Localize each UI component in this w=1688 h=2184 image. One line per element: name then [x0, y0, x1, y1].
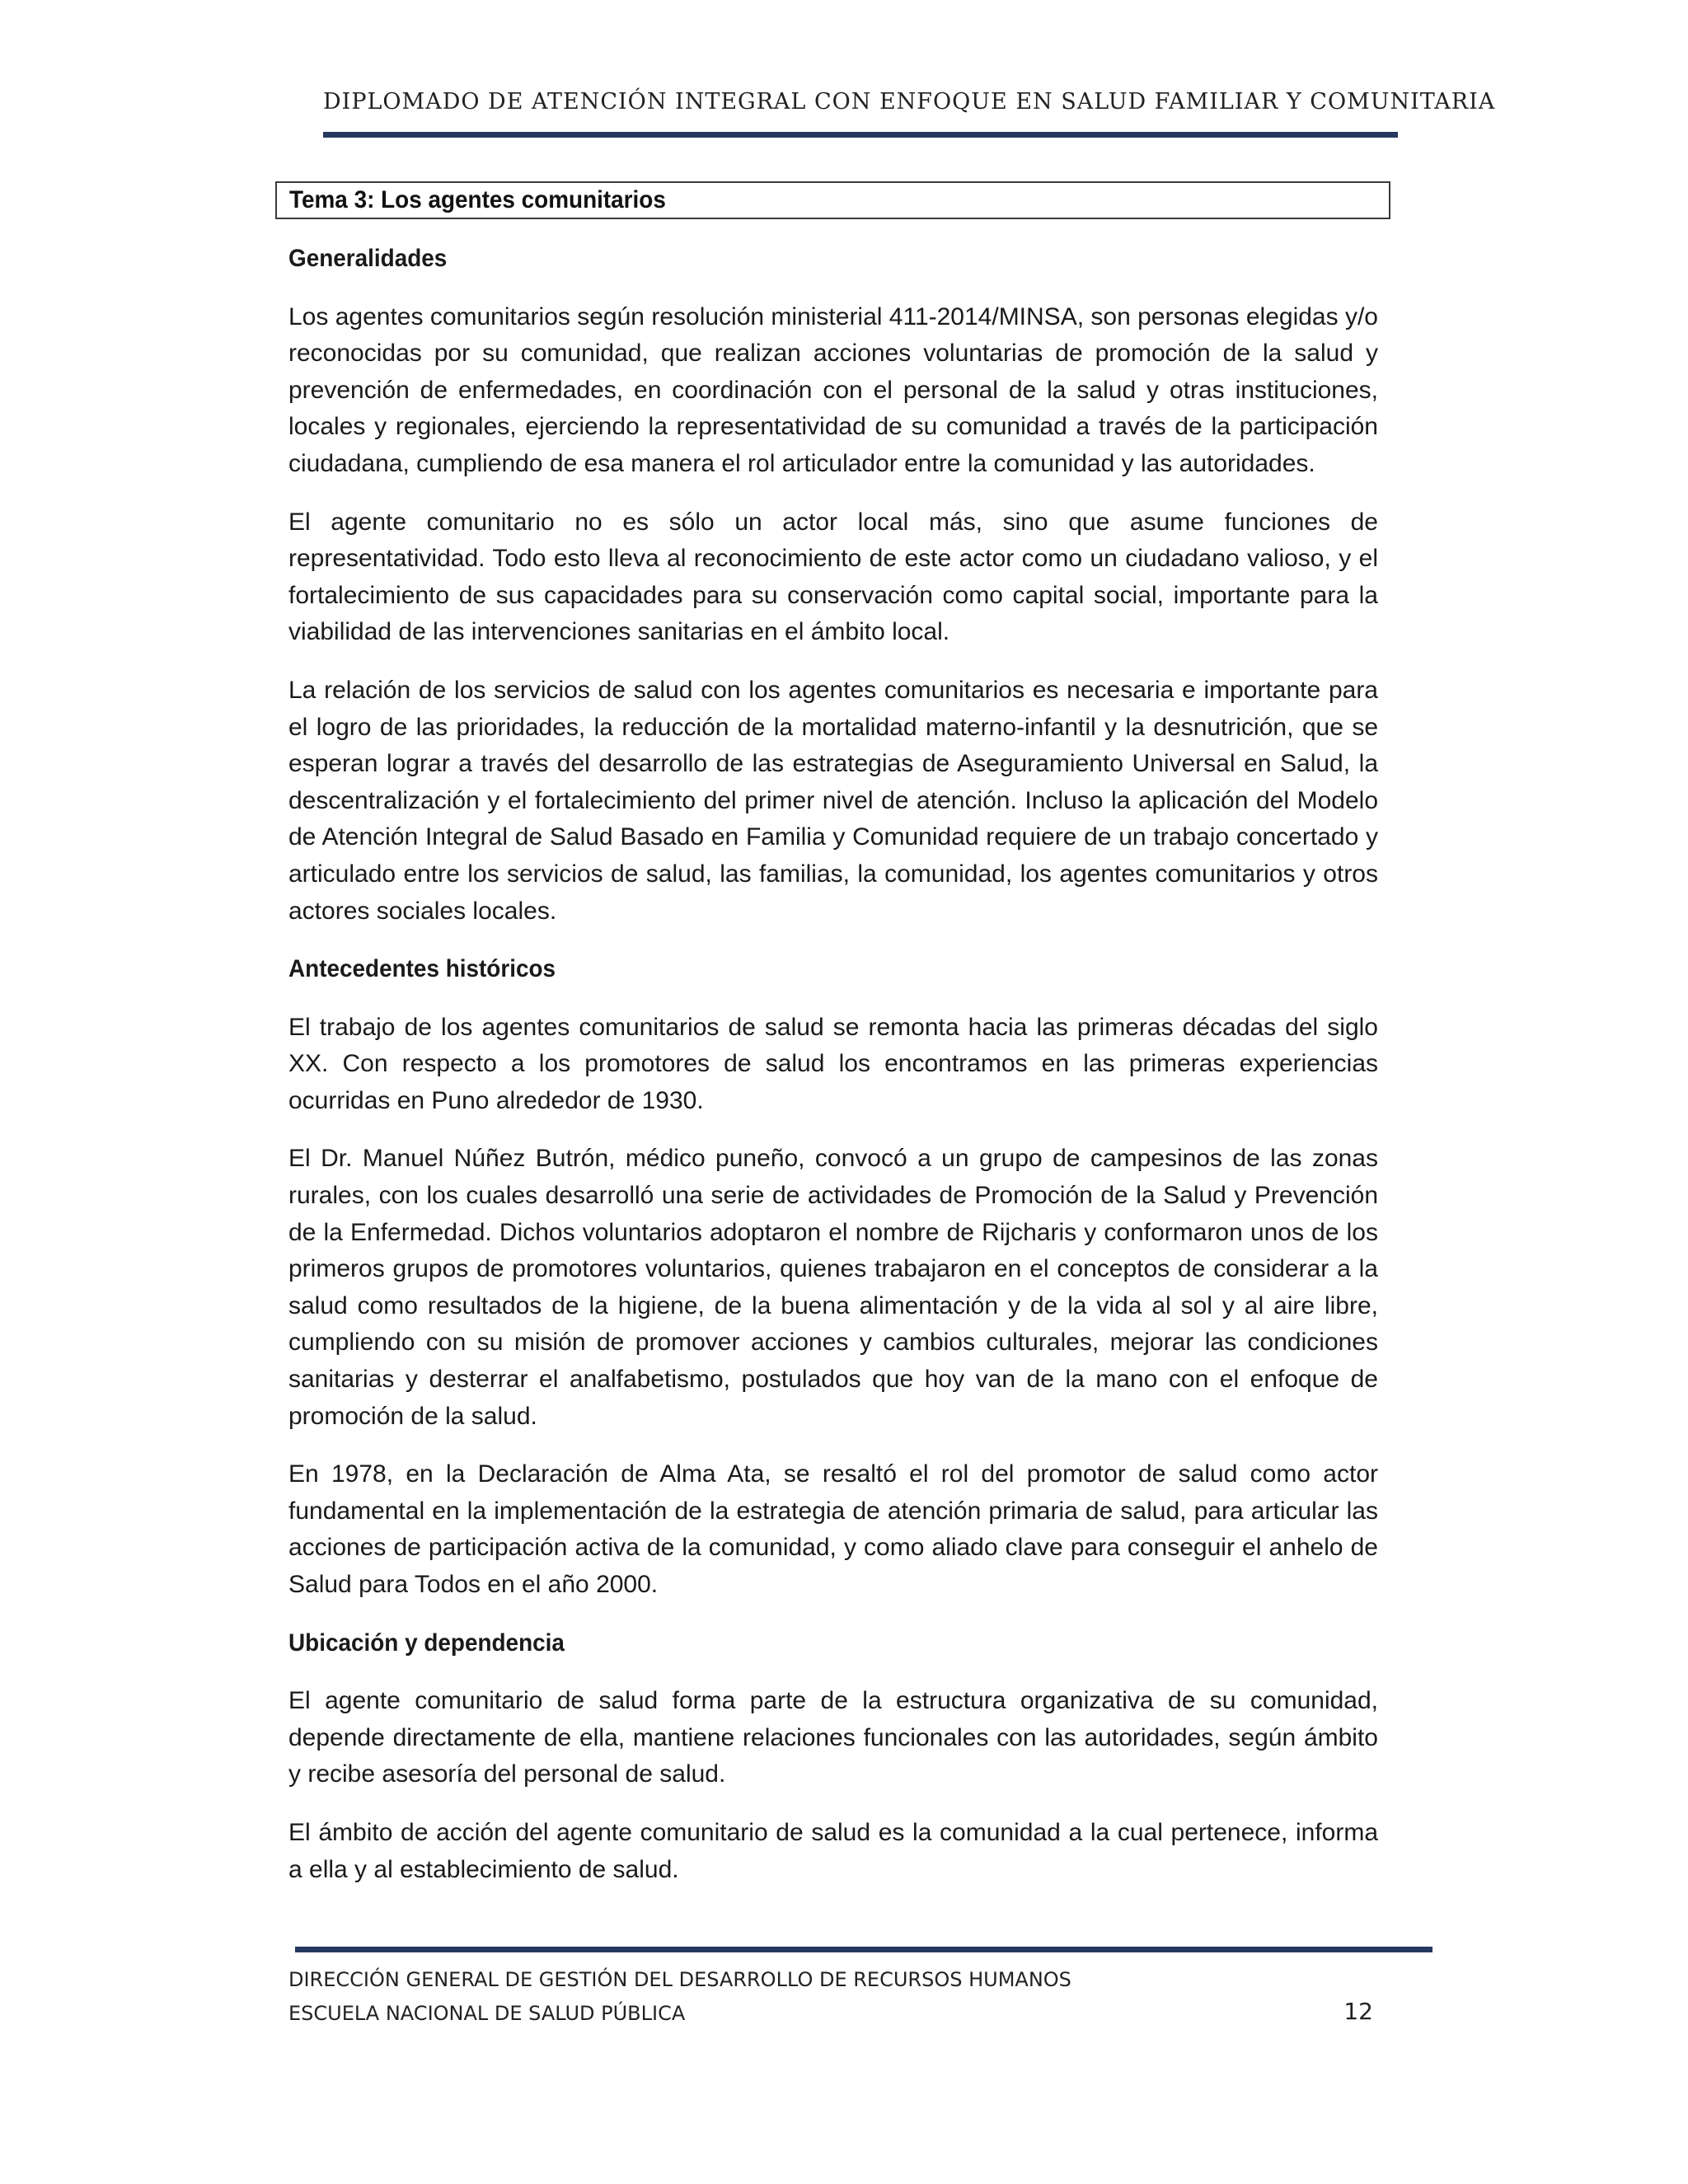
header-title: DIPLOMADO DE ATENCIÓN INTEGRAL CON ENFOQUE EN SALUD FAMILIAR Y COMUNITARIA — [323, 89, 1496, 115]
footer-rule — [295, 1947, 1432, 1952]
topic-title-box — [275, 181, 1390, 219]
paragraph: La relación de los servicios de salud con los agentes comunitarios es necesaria e importante para el logro de las prioridades, la reducción de la mortalidad materno-infantil y la desnutrición, que se esperan lograr a través del desarrollo de las estrategias de Aseguramiento Universal en Salud, la descentralización y el fortalecimiento del primer nivel de atención. Incluso la aplicación del Modelo de Atención Integral de Salud Basado en Familia y Comunidad requiere de un trabajo concertado y articulado entre los servicios de salud, las familias, la comunidad, los agentes comunitarios y otros actores sociales locales. — [288, 676, 1378, 925]
paragraph: En 1978, en la Declaración de Alma Ata, se resaltó el rol del promotor de salud como actor fundamental en la implementación de la estrategia de atención primaria de salud, para articular las acciones de participación activa de la comunidad, y como aliado clave para conseguir el anhelo de Salud para Todos en el año 2000. — [288, 1460, 1378, 1598]
paragraph: El trabajo de los agentes comunitarios de salud se remonta hacia las primeras décadas del siglo XX. Con respecto a los promotores de salud los encontramos en las primeras experiencias ocurridas en Puno alrededor de 1930. — [288, 1013, 1378, 1114]
paragraph: El agente comunitario de salud forma parte de la estructura organizativa de su comunidad, depende directamente de ella, mantiene relaciones funcionales con las autoridades, según ámbito y recibe asesoría del personal de salud. — [288, 1687, 1378, 1788]
paragraph: El agente comunitario no es sólo un actor local más, sino que asume funciones de representatividad. Todo esto lleva al reconocimiento de este actor como un ciudadano valioso, y el fortalecimiento de sus capacidades para su conservación como capital social, importante para la viabilidad de las intervenciones sanitarias en el ámbito local. — [288, 508, 1378, 646]
section-heading-antecedentes: Antecedentes históricos — [288, 955, 556, 983]
document-body — [288, 241, 1378, 1910]
header-rule — [323, 132, 1398, 138]
page-number: 12 — [1343, 1998, 1373, 2025]
footer-school: ESCUELA NACIONAL DE SALUD PÚBLICA — [288, 2002, 686, 2025]
paragraph: Los agentes comunitarios según resolución ministerial 411-2014/MINSA, son personas elegidas y/o reconocidas por su comunidad, que realizan acciones voluntarias de promoción de la salud y prevención de enfermedades, en coordinación con el personal de la salud y otras instituciones, locales y regionales, ejerciendo la representatividad de su comunidad a través de la participación ciudadana, cumpliendo de esa manera el rol articulador entre la comunidad y las autoridades. — [288, 302, 1378, 477]
section-heading-ubicacion: Ubicación y dependencia — [288, 1629, 565, 1657]
footer-institution: DIRECCIÓN GENERAL DE GESTIÓN DEL DESARROLLO DE RECURSOS HUMANOS — [288, 1968, 1071, 1991]
topic-title: Tema 3: Los agentes comunitarios — [289, 186, 666, 213]
section-heading-generalidades: Generalidades — [288, 245, 448, 272]
paragraph: El Dr. Manuel Núñez Butrón, médico puneño, convocó a un grupo de campesinos de las zonas rurales, con los cuales desarrolló una serie de actividades de Promoción de la Salud y Prevención de la Enfermedad. Dichos voluntarios adoptaron el nombre de Rijcharis y conformaron unos de los primeros grupos de promotores voluntarios, quienes trabajaron en el conceptos de considerar a la salud como resultados de la higiene, de la buena alimentación y de la vida al sol y al aire libre, cumpliendo con su misión de promover acciones y cambios culturales, mejorar las condiciones sanitarias y desterrar el analfabetismo, postulados que hoy van de la mano con el enfoque de promoción de la salud. — [288, 1145, 1378, 1430]
paragraph: El ámbito de acción del agente comunitario de salud es la comunidad a la cual pertenece, informa a ella y al establecimiento de salud. — [288, 1818, 1378, 1883]
